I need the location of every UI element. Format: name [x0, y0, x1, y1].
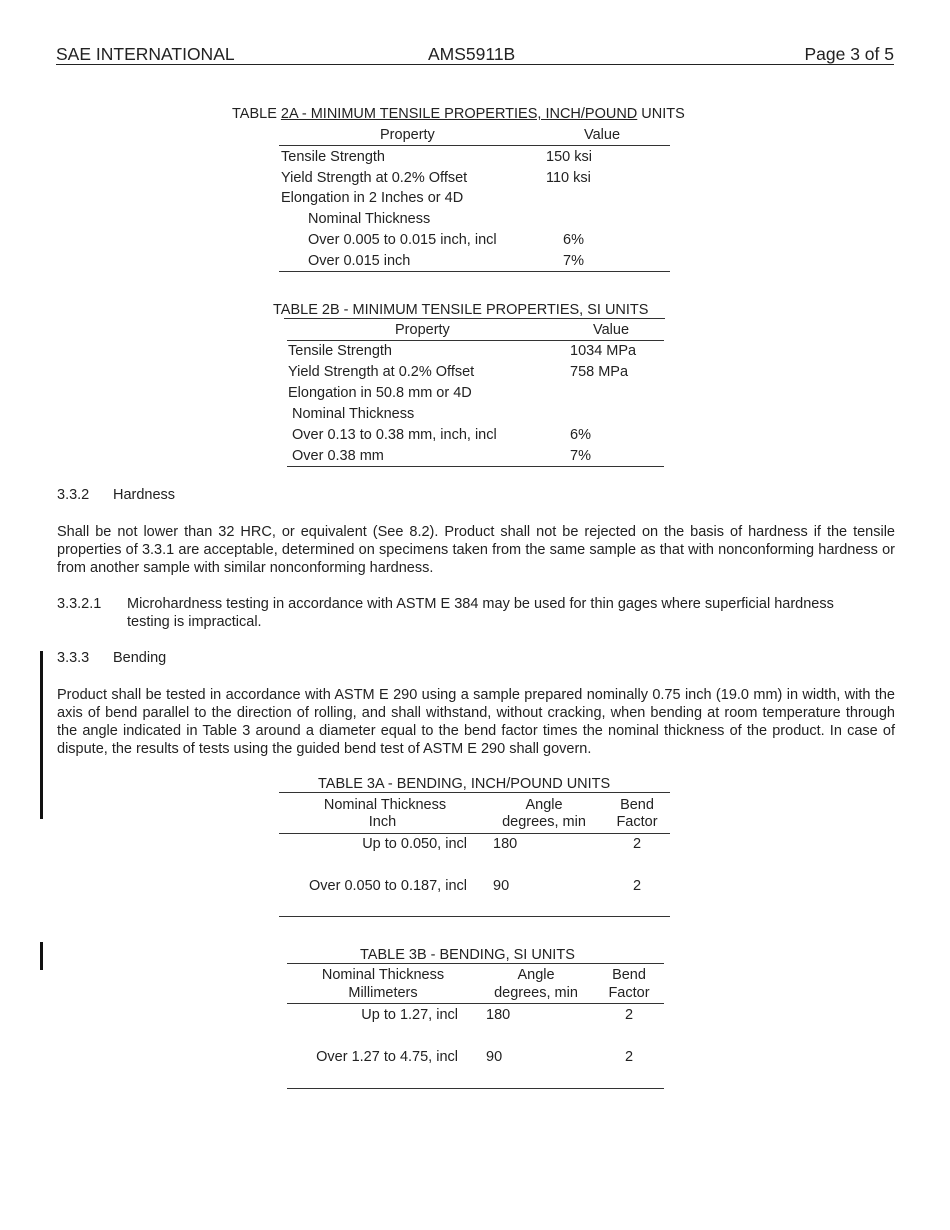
table-row: Nominal Thickness: [308, 211, 431, 227]
table-3a-col-thickness: Nominal Thickness: [323, 797, 447, 813]
table-row: Tensile Strength: [281, 149, 385, 165]
table-cell-angle: 180: [486, 1007, 511, 1023]
table-2b-caption-underline: [284, 318, 665, 319]
table-3a-caption: TABLE 3A - BENDING, INCH/POUND UNITS: [318, 776, 611, 792]
table-row: Nominal Thickness: [292, 406, 415, 422]
table-cell-factor: 2: [624, 1007, 634, 1023]
table-3a-col-bend: Bend: [620, 797, 654, 813]
table-cell-factor: 2: [632, 836, 642, 852]
section-number: 3.3.2.1: [57, 596, 102, 612]
table-2b-caption: TABLE 2B - MINIMUM TENSILE PROPERTIES, SI UNITS: [273, 302, 649, 318]
table-row: Elongation in 2 Inches or 4D: [281, 190, 464, 206]
table-row: Up to 1.27, incl: [361, 1007, 458, 1023]
table-2b-col-property: Property: [395, 322, 450, 338]
section-title-bending: Bending: [113, 650, 167, 666]
section-number: 3.3.3: [57, 650, 90, 666]
hardness-paragraph: Shall be not lower than 32 HRC, or equivalent (See 8.2). Product shall not be rejected on the basis of hardness if the tensile properties of 3.3.1 are acceptable, determined on specimens taken from the same sample as that with nonconforming hardness or from another sample with similar nonconforming hardness.: [57, 524, 895, 576]
section-number: 3.3.2: [57, 487, 90, 503]
header-org: SAE INTERNATIONAL: [56, 44, 235, 64]
header-page-label: Page 3 of 5: [804, 44, 894, 64]
table-3b-caption-rule: [287, 963, 664, 964]
table-cell-value: 7%: [570, 448, 591, 464]
table-cell-value: 150 ksi: [546, 149, 592, 165]
table-3a-col-bend-unit: Factor: [616, 814, 658, 830]
table-3b-caption: TABLE 3B - BENDING, SI UNITS: [360, 947, 575, 963]
table-3b-col-bend-unit: Factor: [608, 985, 650, 1001]
section-title-hardness: Hardness: [113, 487, 176, 503]
table-3a-header-rule: [279, 833, 670, 834]
table-2b-col-value: Value: [593, 322, 630, 338]
table-3a-col-angle: Angle: [525, 797, 563, 813]
revision-change-bar: [40, 651, 43, 819]
table-cell-value: 7%: [563, 253, 584, 269]
microhardness-line-2: testing is impractical.: [127, 614, 262, 630]
revision-change-bar: [40, 942, 43, 970]
table-3b-bottom-rule: [287, 1088, 664, 1089]
table-2b-bottom-rule: [287, 466, 664, 467]
table-row: Over 0.050 to 0.187, incl: [309, 878, 467, 894]
table-row: Yield Strength at 0.2% Offset: [288, 364, 475, 380]
table-row: Over 0.13 to 0.38 mm, inch, incl: [292, 427, 497, 443]
table-cell-factor: 2: [632, 878, 642, 894]
table-2a-caption: TABLE 2A - MINIMUM TENSILE PROPERTIES, INCH/POUND UNITS: [232, 106, 685, 122]
table-2a-bottom-rule: [279, 271, 670, 272]
table-3a-col-thickness-unit: Inch: [368, 814, 397, 830]
header-doc-number: AMS5911B: [428, 44, 516, 64]
table-2a-header-rule: [279, 145, 670, 146]
table-2a-col-value: Value: [584, 127, 621, 143]
table-row: Over 0.005 to 0.015 inch, incl: [308, 232, 497, 248]
table-row: Elongation in 50.8 mm or 4D: [288, 385, 472, 401]
table-3b-col-angle: Angle: [517, 967, 555, 983]
table-cell-value: 6%: [563, 232, 584, 248]
table-cell-factor: 2: [624, 1049, 634, 1065]
table-3a-bottom-rule: [279, 916, 670, 917]
table-3b-col-thickness-unit: Millimeters: [348, 985, 418, 1001]
table-3b-col-thickness: Nominal Thickness: [321, 967, 445, 983]
table-3b-col-angle-unit: degrees, min: [494, 985, 578, 1001]
page-header: [56, 44, 894, 65]
table-row: Over 0.38 mm: [292, 448, 384, 464]
table-cell-value: 758 MPa: [570, 364, 629, 380]
table-cell-angle: 90: [493, 878, 510, 894]
bending-paragraph: Product shall be tested in accordance with ASTM E 290 using a sample prepared nominally 0.75 inch (19.0 mm) in width, with the axis of bend parallel to the direction of rolling, and shall withstand, without cracking, when bending at room temperature through the angle indicated in Table 3 around a diameter equal to the bend factor times the nominal thickness of the product. In case of dispute, the results of tests using the guided bend test of ASTM E 290 shall govern.: [57, 687, 895, 757]
table-2b-header-rule: [287, 340, 664, 341]
table-row: Over 0.015 inch: [308, 253, 411, 269]
table-2a-col-property: Property: [380, 127, 435, 143]
table-cell-value: 6%: [570, 427, 591, 443]
table-row: Over 1.27 to 4.75, incl: [316, 1049, 458, 1065]
table-3b-col-bend: Bend: [612, 967, 646, 983]
table-3b-header-rule: [287, 1003, 664, 1004]
table-cell-angle: 180: [493, 836, 518, 852]
table-row: Tensile Strength: [288, 343, 392, 359]
table-cell-value: 110 ksi: [546, 170, 591, 186]
table-3a-caption-rule: [279, 792, 670, 793]
table-3a-col-angle-unit: degrees, min: [502, 814, 586, 830]
table-row: Up to 0.050, incl: [362, 836, 467, 852]
microhardness-line-1: Microhardness testing in accordance with ASTM E 384 may be used for thin gages where superficial hardness: [127, 596, 834, 612]
table-cell-angle: 90: [486, 1049, 503, 1065]
table-cell-value: 1034 MPa: [570, 343, 637, 359]
table-row: Yield Strength at 0.2% Offset: [281, 170, 468, 186]
